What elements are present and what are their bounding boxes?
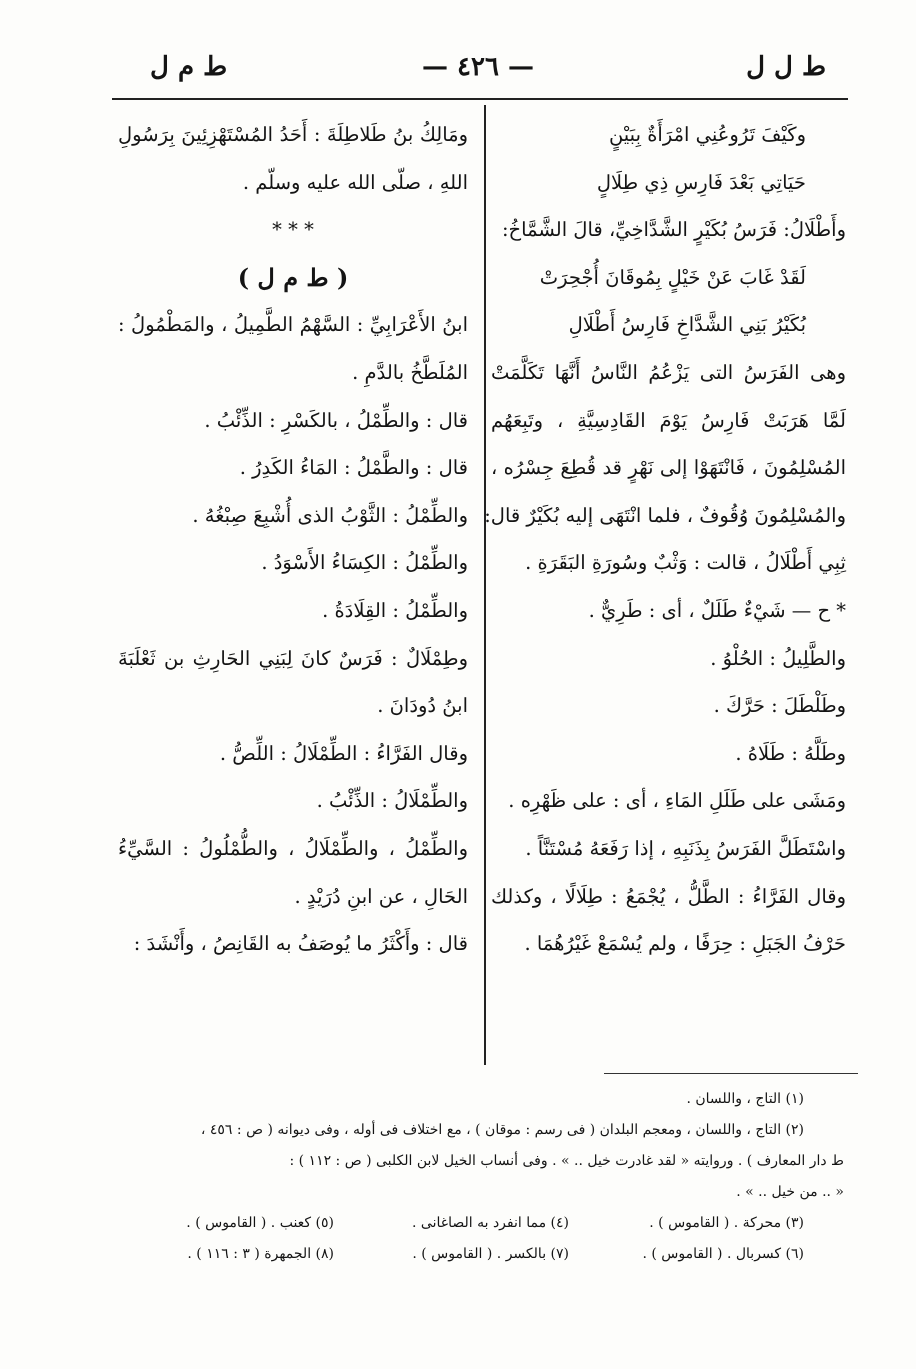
footnotes: [104, 1088, 844, 1274]
footnote-row: [104, 1212, 844, 1234]
verse-line: بُكَيْرُ بَنِي الشَّدَّاخِ فَارِسُ أَطْلَالِ: [568, 313, 806, 337]
text-line: وطِمْلَالٌ : فَرَسٌ كانَ لِبَنِي الحَارِثِ بن ثَعْلَبَةَ: [118, 646, 468, 670]
verse-line: لَقَدْ غَابَ عَنْ خَيْلٍ بِمُوقَانَ أُجْحِرَتْ: [539, 265, 806, 289]
verse-line: وكَيْفَ تَرُوعُنِي امْرَأَةٌ بِبَيْنٍ: [608, 123, 806, 146]
footnote-line: ط دار المعارف ) . وروايته « لقد غادرت خيل .. » . وفى أنساب الخيل لابن الكلبى ( ص : ١١٢ ) :: [289, 1153, 844, 1169]
text-line: والطِّمْلُ : الثَّوْبُ الذى أُشْبِعَ صِبْغُهُ .: [192, 503, 468, 527]
text-line: الحَالِ ، عن ابنِ دُرَيْدٍ .: [294, 884, 468, 908]
text-line: قال : وأَكْثَرُ ما يُوصَفُ به القَانِصُ ، وأَنْشَدَ :: [133, 932, 468, 956]
text-line: قال : والطَّمْلُ : المَاءُ الكَدِرُ .: [239, 456, 468, 480]
text-line: والطِّمْلَالُ : الذِّئْبُ .: [316, 789, 468, 813]
footnote-item: (٤) مما انفرد به الصاغانى .: [412, 1215, 569, 1231]
footnote-line: « .. من خيل .. » .: [736, 1184, 844, 1200]
page-number: — ٤٢٦ —: [421, 52, 535, 82]
text-line: اللهِ ، صلّى الله عليه وسلّم .: [242, 170, 468, 194]
text-line: وقال الفَرَّاءُ : الطِّمْلَالُ : اللِّصُّ .: [219, 741, 468, 765]
text-line: لَمَّا هَرَبَتْ فَارِسُ يَوْمَ القَادِسِيَّةِ ، وتَبِعَهُم: [491, 408, 846, 432]
text-line: * ح — شَيْءٌ طَلَلٌ ، أى : طَرِيٌّ .: [588, 598, 846, 622]
text-line: والطِّمْلُ : الكِسَاءُ الأَسْوَدُ .: [261, 551, 468, 575]
section-separator: * * *: [272, 218, 314, 242]
left-column: [118, 120, 468, 977]
running-header: [110, 52, 846, 94]
header-root-left: ط م ل: [150, 52, 228, 82]
right-column: [484, 120, 846, 977]
text-line: والطِّمْلُ ، والطِّمْلَالُ ، والطُّمْلُولُ : السَّيِّءُ: [118, 836, 468, 860]
text-line: المُلَطَّخُ بالدَّمِ .: [352, 360, 468, 384]
text-line: وقال الفَرَّاءُ : الطَّلُّ ، يُجْمَعُ : طِلَالًا ، وكذلك: [491, 884, 846, 908]
text-line: وهى الفَرَسُ التى يَزْعُمُ النَّاسُ أَنَّهَا تَكَلَّمَتْ: [491, 360, 846, 384]
root-heading: ( ط م ل ): [237, 262, 349, 292]
text-line: والمُسْلِمُونَ وُقُوفٌ ، فلما انْتَهَى إليه بُكَيْرٌ قال:: [484, 503, 846, 527]
footnote-item: (٥) كعنب . ( القاموس ) .: [186, 1215, 334, 1231]
text-line: المُسْلِمُونَ ، فَانْتَهَوْا إلى نَهْرٍ قد قُطِعَ جِسْرُه ،: [491, 456, 846, 480]
footnote-item: (٦) كسربال . ( القاموس ) .: [642, 1246, 804, 1262]
footnote-rule: [604, 1073, 858, 1074]
footnote-row: [104, 1243, 844, 1265]
text-line: وطَلْطَلَ : حَرَّكَ .: [713, 694, 846, 718]
text-line: واسْتَطَلَّ الفَرَسُ بِذَنَبِهِ ، إذا رَفَعَهُ مُسْتَنَّاً .: [525, 836, 846, 860]
text-line: وطَلَّهُ : طَلَاهُ .: [735, 741, 846, 765]
header-root-right: ط ل ل: [746, 52, 826, 82]
footnote-item: (٣) محركة . ( القاموس ) .: [649, 1215, 804, 1231]
text-line: ومَشَى على طَلَلِ المَاءِ ، أى : على ظَهْرِه .: [508, 789, 846, 813]
text-line: ابنُ الأَعْرَابِيِّ : السَّهْمُ الطَّمِيلُ ، والمَطْمُولُ :: [118, 313, 468, 337]
column-divider: [484, 105, 486, 1065]
header-rule: [112, 98, 848, 100]
text-line: ثِبِي أَطْلَالُ ، قالت : وَثْبٌ وسُورَةِ البَقَرَةِ .: [525, 551, 846, 575]
text-line: وأَطْلَالُ: فَرَسُ بُكَيْرٍ الشَّدَّاخِيِّ، قالَ الشَّمَّاخُ:: [501, 218, 846, 242]
text-line: ومَالِكُ بنُ طَلاطِلَةَ : أَحَدُ المُسْتَهْزِئِينَ بِرَسُولِ: [118, 123, 468, 146]
footnote-item: (٧) بالكسر . ( القاموس ) .: [412, 1246, 569, 1262]
text-line: والطِّمْلُ : القِلَادَةُ .: [322, 598, 468, 622]
verse-line: حَيَاتِي بَعْدَ فَارِسِ ذِي طِلَالٍ: [596, 170, 806, 194]
text-line: ابنُ دُودَانَ .: [377, 694, 468, 718]
footnote-line: (٢) التاج ، واللسان ، ومعجم البلدان ( فى رسم : موقان ) ، مع اختلاف فى أوله ، وفى ديوانه ( ص : ٤٥٦ ،: [200, 1122, 804, 1138]
text-line: قال : والطِّمْلُ ، بالكَسْرِ : الذِّئْبُ .: [204, 408, 468, 432]
text-line: والطَّلِيلُ : الحُلْوُ .: [710, 646, 846, 670]
footnote-item: (٨) الجمهرة ( ٣ : ١١٦ ) .: [187, 1246, 334, 1262]
footnote-line: (١) التاج ، واللسان .: [686, 1091, 804, 1107]
text-line: حَرْفُ الجَبَلِ : حِرَفًا ، ولم يُسْمَعْ غَيْرُهُمَا .: [524, 932, 846, 956]
